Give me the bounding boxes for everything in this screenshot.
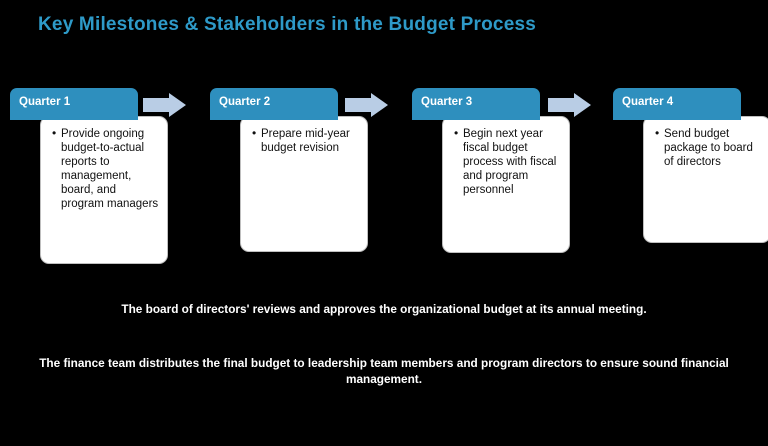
stage-bullets-quarter-2 [241, 117, 367, 167]
list-item: • Begin next year fiscal budget process with fiscal and program personnel [463, 127, 561, 197]
stage-quarter-1 [10, 88, 159, 210]
stage-quarter-4 [613, 88, 753, 168]
footnote-finance-distribution: The finance team distributes the final budget to leadership team members and program directors to ensure sound financial management. [39, 356, 729, 386]
stage-quarter-3 [412, 88, 557, 196]
stage-card-quarter-3 [442, 116, 570, 253]
stage-bullets-quarter-4 [644, 117, 768, 181]
stage-quarter-2 [210, 88, 350, 154]
stage-card-quarter-1 [40, 116, 168, 264]
list-item: • Provide ongoing budget-to-actual reports to management, board, and program managers [61, 127, 159, 211]
page-title: Key Milestones & Stakeholders in the Budget Process [38, 14, 537, 35]
list-item: • Prepare mid-year budget revision [261, 127, 359, 155]
arrow-q2-q3 [345, 93, 389, 117]
list-item: • Send budget package to board of directors [664, 127, 762, 169]
arrow-q1-q2 [143, 93, 187, 117]
arrow-q3-q4 [548, 93, 592, 117]
stage-header-quarter-1: Quarter 1 [10, 88, 138, 120]
stage-header-quarter-2: Quarter 2 [210, 88, 338, 120]
stage-header-quarter-3: Quarter 3 [412, 88, 540, 120]
stage-card-quarter-4 [643, 116, 768, 243]
footnote-board-approval: The board of directors' reviews and approves the organizational budget at its annual meeting. [121, 302, 647, 316]
stage-header-quarter-4: Quarter 4 [613, 88, 741, 120]
stage-bullets-quarter-1 [41, 117, 167, 223]
stage-card-quarter-2 [240, 116, 368, 252]
stage-bullets-quarter-3 [443, 117, 569, 209]
